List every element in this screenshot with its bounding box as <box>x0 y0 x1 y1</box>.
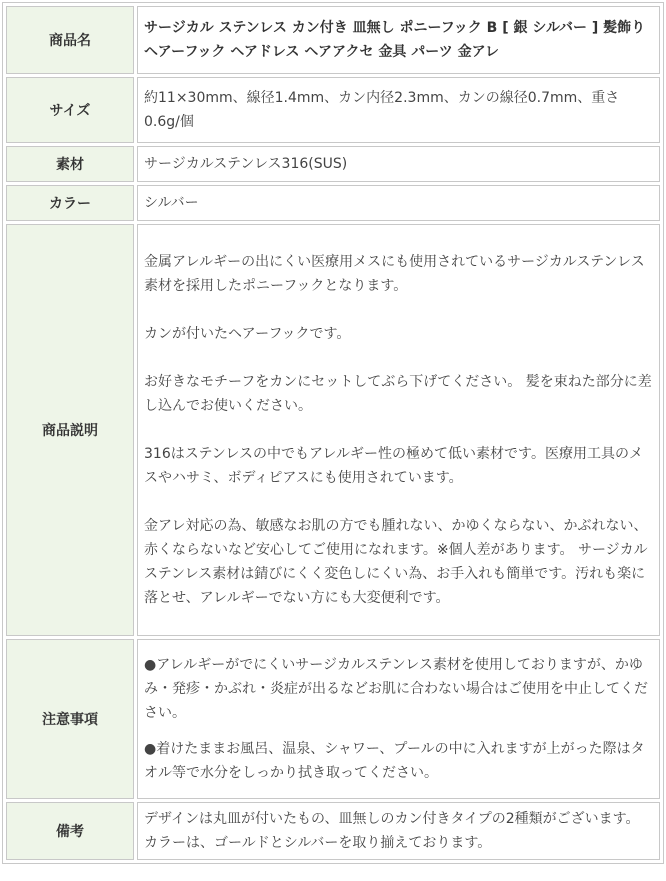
value-color: シルバー <box>137 185 660 221</box>
spec-row-remarks <box>6 802 660 860</box>
description-paragraph: 金属アレルギーの出にくい医療用メスにも使用されているサージカルステンレス素材を採用したポニーフックとなります。 <box>144 254 645 294</box>
value-description <box>137 224 660 636</box>
description-paragraph: 316はステンレスの中でもアレルギー性の極めて低い素材です。医療用工具のメスやハサミ、ボディピアスにも使用されています。 <box>144 446 643 486</box>
spec-row-color <box>6 185 660 221</box>
notes-paragraph: ●着けたままお風呂、温泉、シャワー、プールの中に入れますが上がった際はタオル等で水分をしっかり拭き取ってください。 <box>144 741 645 781</box>
value-remarks: デザインは丸皿が付いたもの、皿無しのカン付きタイプの2種類がございます。 カラーは、ゴールドとシルバーを取り揃えております。 <box>137 802 660 860</box>
label-notes: 注意事項 <box>6 639 134 799</box>
value-material: サージカルステンレス316(SUS) <box>137 146 660 182</box>
value-product-name: サージカル ステンレス カン付き 皿無し ポニーフック B [ 銀 シルバー ] 髪飾り ヘアーフック ヘアドレス ヘアアクセ 金具 パーツ 金アレ <box>137 6 660 74</box>
description-paragraph: 金アレ対応の為、敏感なお肌の方でも腫れない、かゆくならない、かぶれない、赤くならないなど安心してご使用になれます。※個人差があります。 サージカルステンレス素材は錆びにくく変色しにくい為、お手入れも簡単です。汚れも楽に落とせ、アレルギーでない方にも大変便利です。 <box>144 518 648 606</box>
spec-row-notes <box>6 639 660 799</box>
label-color: カラー <box>6 185 134 221</box>
label-remarks: 備考 <box>6 802 134 860</box>
value-size: 約11×30mm、線径1.4mm、カン内径2.3mm、カンの線径0.7mm、重さ 0.6g/個 <box>137 77 660 143</box>
spec-row-size <box>6 77 660 143</box>
spec-row-description <box>6 224 660 636</box>
label-material: 素材 <box>6 146 134 182</box>
label-product-name: 商品名 <box>6 6 134 74</box>
spec-row-material <box>6 146 660 182</box>
value-notes <box>137 639 660 799</box>
description-paragraph: カンが付いたヘアーフックです。 <box>144 326 351 342</box>
product-spec-table <box>2 2 664 864</box>
description-paragraph: お好きなモチーフをカンにセットしてぶら下げてください。 髪を束ねた部分に差し込んでお使いください。 <box>144 374 652 414</box>
label-size: サイズ <box>6 77 134 143</box>
label-description: 商品説明 <box>6 224 134 636</box>
spec-row-name <box>6 6 660 74</box>
notes-paragraph: ●アレルギーがでにくいサージカルステンレス素材を使用しておりますが、かゆみ・発疹・かぶれ・炎症が出るなどお肌に合わない場合はご使用を中止してください。 <box>144 657 648 721</box>
